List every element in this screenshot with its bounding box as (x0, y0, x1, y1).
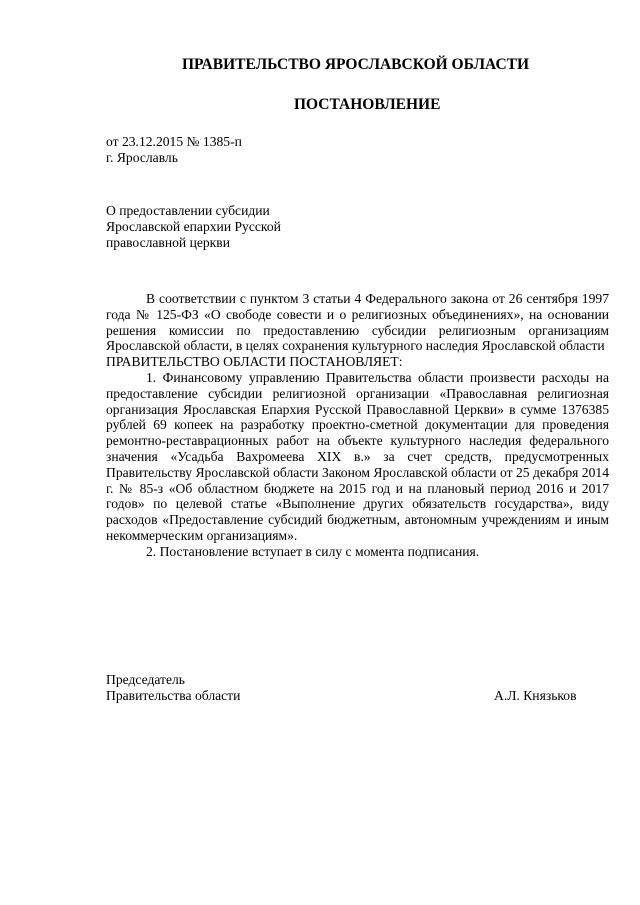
city: г. Ярославль (106, 150, 178, 165)
signature-title-2: Правительства области (106, 688, 241, 703)
date-number: от 23.12.2015 № 1385-п (106, 134, 242, 149)
item-1-paragraph: 1. Финансовому управлению Правительства области произвести расходы на предоставление субсидии религиозной организации «Православная религиозная организация Ярославская Епархия Русской Православной Церкви» в сумме 1376385 рублей 69 копеек на разработку проектно-сметной документации для проведения ремонтно-реставрационных работ на объекте культурного наследия федерального значения «Усадьба Вахромеева XIX в.» за счет средств, предусмотренных Правительству Ярославской области Законом Ярославской области от 25 декабря 2014 г. № 85-з «Об областном бюджете на 2015 год и на плановый период 2016 и 2017 годов» по целевой статье «Выполнение других обязательств государства», виду расходов «Предоставление субсидий бюджетным, автономным учреждениям и иным некоммерческим организациям». (106, 369, 609, 543)
document-type-title: ПОСТАНОВЛЕНИЕ (294, 96, 441, 113)
organization-title: ПРАВИТЕЛЬСТВО ЯРОСЛАВСКОЙ ОБЛАСТИ (182, 56, 530, 73)
signature-name: А.Л. Князьков (494, 688, 577, 703)
resolves-paragraph: ПРАВИТЕЛЬСТВО ОБЛАСТИ ПОСТАНОВЛЯЕТ: (106, 354, 403, 370)
preamble-paragraph: В соответствии с пунктом 3 статьи 4 Федерального закона от 26 сентября 1997 года № 125-ФЗ «О свободе совести и о религиозных объединениях», на основании решения комиссии по предоставлению субсидии религиозным организациям Ярославской области, в целях сохранения культурного наследия Ярославской области (106, 291, 609, 354)
subject-line-1: О предоставлении субсидии (106, 203, 270, 218)
document-body (106, 291, 609, 560)
signature-title-1: Председатель (106, 672, 185, 687)
subject-line-3: православной церкви (106, 235, 230, 250)
item-2-paragraph: 2. Постановление вступает в силу с момента подписания. (146, 543, 480, 559)
subject-line-2: Ярославской епархии Русской (106, 219, 281, 234)
